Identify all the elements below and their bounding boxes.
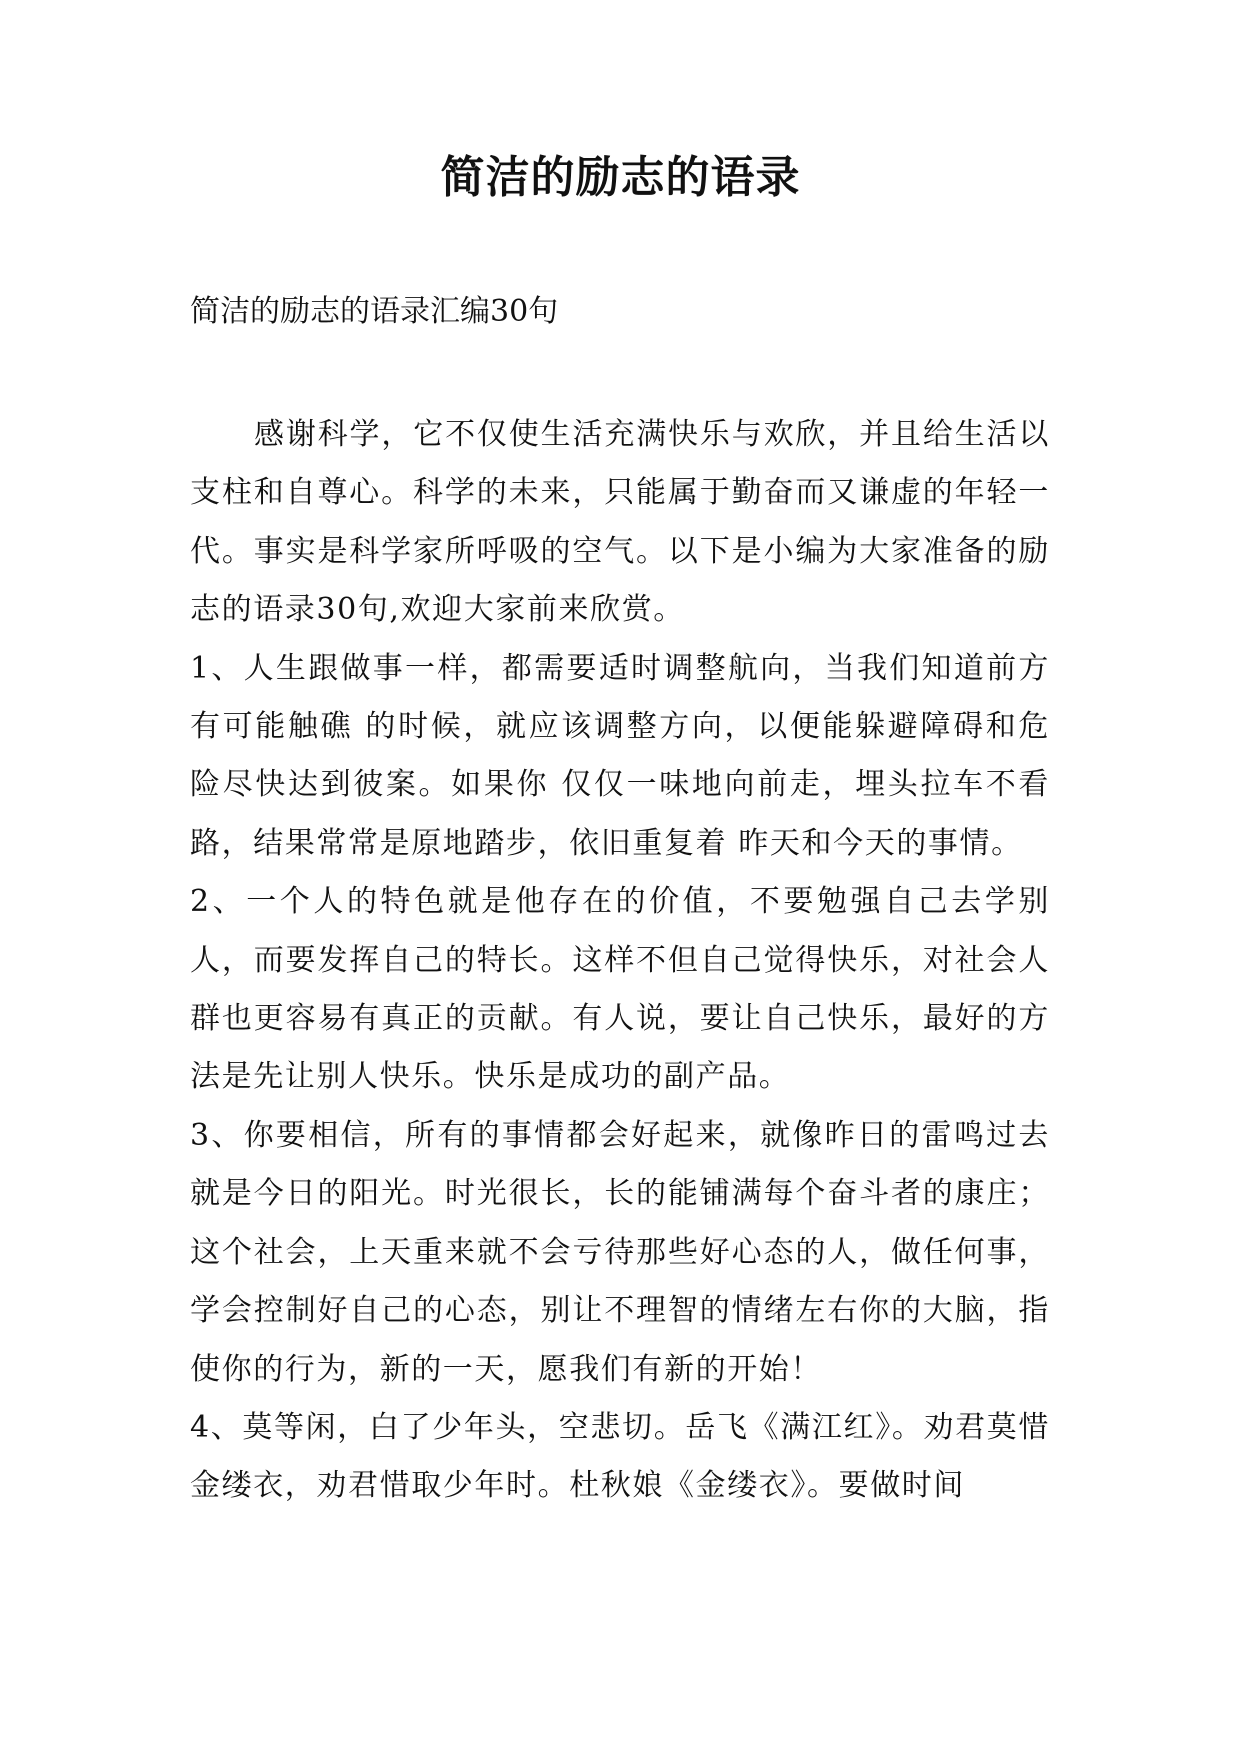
document-subtitle: 简洁的励志的语录汇编30句: [190, 294, 559, 329]
quote-item-4: 4、莫等闲，白了少年头，空悲切。岳飞《满江红》。劝君莫惜金缕衣，劝君惜取少年时。杜秋娘《金缕衣》。要做时间: [190, 1409, 1050, 1504]
quote-item-2: 2、一个人的特色就是他存在的价值，不要勉强自己去学别人，而要发挥自己的特长。这样不但自己觉得快乐，对社会人群也更容易有真正的贡献。有人说，要让自己快乐，最好的方法是先让别人快乐。快乐是成功的副产品。: [190, 884, 1050, 1095]
quote-item-1: 1、人生跟做事一样，都需要适时调整航向，当我们知道前方有可能触礁 的时候，就应该调整方向，以便能躲避障碍和危险尽快达到彼案。如果你 仅仅一味地向前走，埋头拉车不看路，结果常常是原地踏步，依旧重复着 昨天和今天的事情。: [190, 650, 1050, 861]
document-title: 简洁的励志的语录: [440, 152, 801, 203]
intro-paragraph: 感谢科学，它不仅使生活充满快乐与欢欣，并且给生活以支柱和自尊心。科学的未来，只能属于勤奋而又谦虚的年轻一代。事实是科学家所呼吸的空气。以下是小编为大家准备的励志的语录30句,欢迎大家前来欣赏。: [190, 417, 1050, 628]
document-body: [190, 406, 1050, 1516]
quote-item-3: 3、你要相信，所有的事情都会好起来，就像昨日的雷鸣过去就是今日的阳光。时光很长，长的能铺满每个奋斗者的康庄；这个社会，上天重来就不会亏待那些好心态的人，做任何事，学会控制好自己的心态，别让不理智的情绪左右你的大脑，指使你的行为，新的一天，愿我们有新的开始！: [190, 1117, 1050, 1387]
